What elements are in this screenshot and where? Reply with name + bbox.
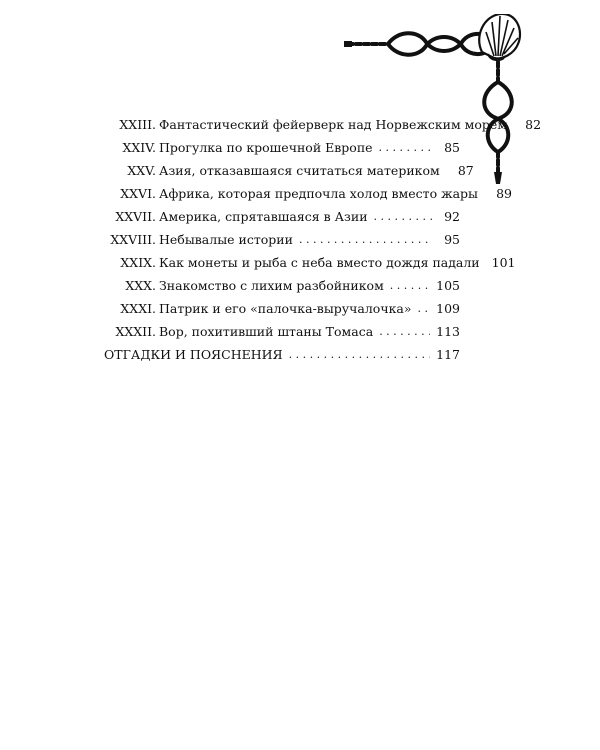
toc-entry-title: Патрик и его «палочка-выручалочка» [159,301,412,316]
toc-entry [104,161,474,181]
toc-entry-number: XXVIII. [110,232,156,247]
toc-entry-title: Фантастический фейерверк над Норвежским морем [159,117,508,132]
toc-entry-page-number: 101 [491,255,516,270]
toc-entry-title: Африка, которая предпочла холод вместо жары [159,186,478,201]
toc-entry-page-number: 92 [444,209,460,224]
toc-entry-page-number: 87 [457,163,474,178]
toc-entry [104,138,460,158]
toc-entry [104,299,460,319]
toc-entry-number: XXVII. [115,209,156,224]
toc-entry-page-number: 85 [444,140,460,155]
toc-entry [104,230,460,250]
toc-entry [104,322,460,342]
toc-entry [104,207,460,227]
toc-entry-number: XXV. [127,163,156,178]
toc-entry-number: XXVI. [120,186,156,201]
toc-entry-title: Прогулка по крошечной Европе [159,140,373,155]
toc-entry-title: Знакомство с лихим разбойником [159,278,384,293]
toc-entry-number: XXIII. [119,117,156,132]
toc-leader-dots [374,206,432,227]
toc-entry-page-number: 82 [525,117,542,132]
toc-entry-page-number: 117 [436,347,460,362]
toc-leader-dots [390,275,430,296]
toc-leader-dots [418,298,431,319]
toc-leader-dots [379,137,432,158]
toc-entry-page-number: 109 [436,301,460,316]
toc-entry-title: ОТГАДКИ И ПОЯСНЕНИЯ [104,347,283,362]
toc-entry [104,184,512,204]
toc-entry-number: XXXI. [120,301,156,316]
toc-entry-number: XXXII. [115,324,156,339]
toc-entry-number: XXIV. [122,140,156,155]
toc-entry-title: Америка, спрятавшаяся в Азии [159,209,368,224]
toc-entry [104,276,460,296]
toc-entry-title: Вор, похитивший штаны Томаса [159,324,374,339]
toc-entry [104,115,542,135]
toc-leader-dots [299,229,432,250]
toc-entry-page-number: 105 [436,278,460,293]
toc-entry-page-number: 95 [444,232,460,247]
toc-entry-page-number: 113 [436,324,460,339]
toc-leader-dots [379,321,430,342]
toc-entry-number: XXIX. [120,255,156,270]
toc-entry-title: Азия, отказавшаяся считаться материком [159,163,440,178]
toc-leader-dots [289,344,430,365]
toc-entry-page-number: 89 [496,186,512,201]
toc-entry [104,345,460,365]
toc-entry-number: XXX. [125,278,156,293]
toc-entry-title: Небывалые истории [159,232,293,247]
toc-entry [104,253,516,273]
toc-entry-title: Как монеты и рыба с неба вместо дождя падали [159,255,480,270]
